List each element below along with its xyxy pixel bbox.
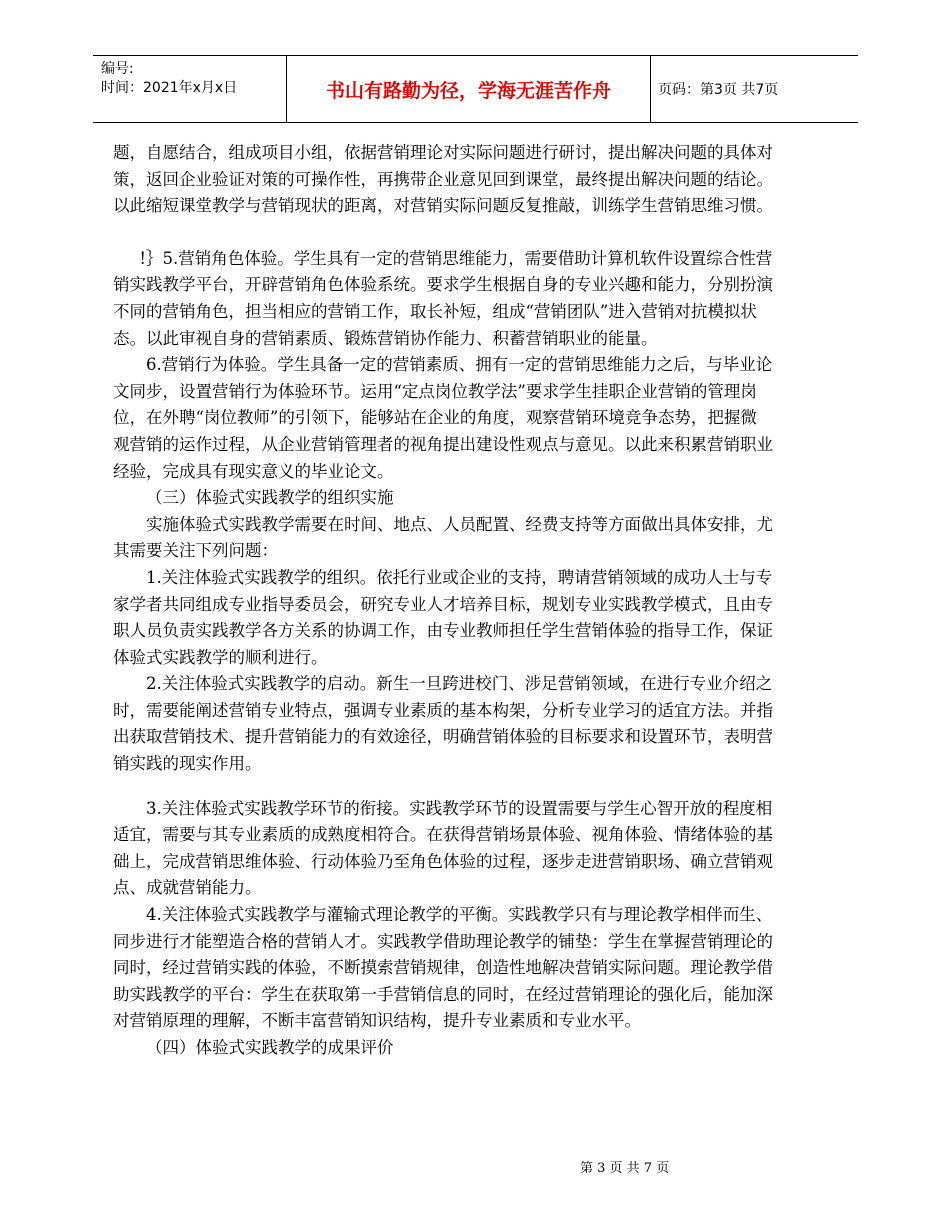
section-heading-evaluation: （四）体验式实践教学的成果评价 [146,1038,394,1057]
paragraph-behavior-experience: 6.营销行为体验。学生具备一定的营销素质、拥有一定的营销思维能力之后，与毕业论文同步，设置营销行为体验环节。运用“定点岗位教学法”要求学生挂职企业营销的管理岗位，在外聘“岗位教师”的引领下，能够站在企业的角度，观察营销环境竞争态势，把握微观营销的运作过程，从企业营销管理者的视角提出建设性观点与意见。以此来积累营销职业经验，完成具有现实意义的毕业论文。 [113,355,773,481]
section-heading-organization: （三）体验式实践教学的组织实施 [146,488,394,508]
header-page-label: 页码：第3页 共7页 [658,82,779,98]
paragraph-implementation: 实施体验式实践教学需要在时间、地点、人员配置、经费支持等方面做出具体安排，尤其需要关注下列问题： [113,514,773,561]
time-label: 时间：2021年x月x日 [101,80,238,96]
header-motto: 书山有路勤为径，学海无涯苦作舟 [325,79,611,102]
paragraph-role-experience: !｝5.营销角色体验。学生具有一定的营销思维能力，需要借助计算机软件设置综合性营销实践教学平台，开辟营销角色体验系统。要求学生根据自身的专业兴趣和能力，分别扮演不同的营销角色，担当相应的营销工作，取长补短，组成“营销团队”进入营销对抗模拟状态。以此审视自身的营销素质、锻炼营销协作能力、积蓄营销职业的能量。 [113,248,773,348]
paragraph-organization: 1.关注体验式实践教学的组织。依托行业或企业的支持，聘请营销领域的成功人士与专家学者共同组成专业指导委员会，研究专业人才培养目标，规划专业实践教学模式，且由专职人员负责实践教学各方关系的协调工作，由专业教师担任学生营销体验的指导工作，保证体验式实践教学的顺利进行。 [113,567,773,667]
page-footer: 第 3 页 共 7 页 [580,1161,670,1176]
document-body [113,140,773,1062]
header-meta [101,60,237,98]
page-header [93,55,858,123]
motto-cell [286,56,651,122]
paragraph-linkage: 3.关注体验式实践教学环节的衔接。实践教学环节的设置需要与学生心智开放的程度相适宜，需要与其专业素质的成熟度相符合。在获得营销场景体验、视角体验、情绪体验的基础上，完成营销思维体验、行动体验乃至角色体验的过程，逐步走进营销职场、确立营销观点、成就营销能力。 [113,798,773,898]
paragraph-startup: 2.关注体验式实践教学的启动。新生一旦跨进校门、涉足营销领域，在进行专业介绍之时，需要能阐述营销专业特点，强调专业素质的基本构架，分析专业学习的适宜方法。并指出获取营销技术、提升营销能力的有效途径，明确营销体验的目标要求和设置环节，表明营销实践的现实作用。 [113,674,773,774]
page-number-cell [658,56,778,122]
paragraph-continued: 题，自愿结合，组成项目小组，依据营销理论对实际问题进行研讨，提出解决问题的具体对策，返回企业验证对策的可操作性，再携带企业意见回到课堂，最终提出解决问题的结论。以此缩短课堂教学与营销现状的距离，对营销实际问题反复推敲，训练学生营销思维习惯。 [113,143,773,216]
number-label: 编号: [101,61,134,77]
paragraph-balance: 4.关注体验式实践教学与灌输式理论教学的平衡。实践教学只有与理论教学相伴而生、同步进行才能塑造合格的营销人才。实践教学借助理论教学的铺垫：学生在掌握营销理论的同时，经过营销实践的体验，不断摸索营销规律，创造性地解决营销实际问题。理论教学借助实践教学的平台：学生在获取第一手营销信息的同时，在经过营销理论的强化后，能加深对营销原理的理解，不断丰富营销知识结构，提升专业素质和专业水平。 [113,905,773,1031]
